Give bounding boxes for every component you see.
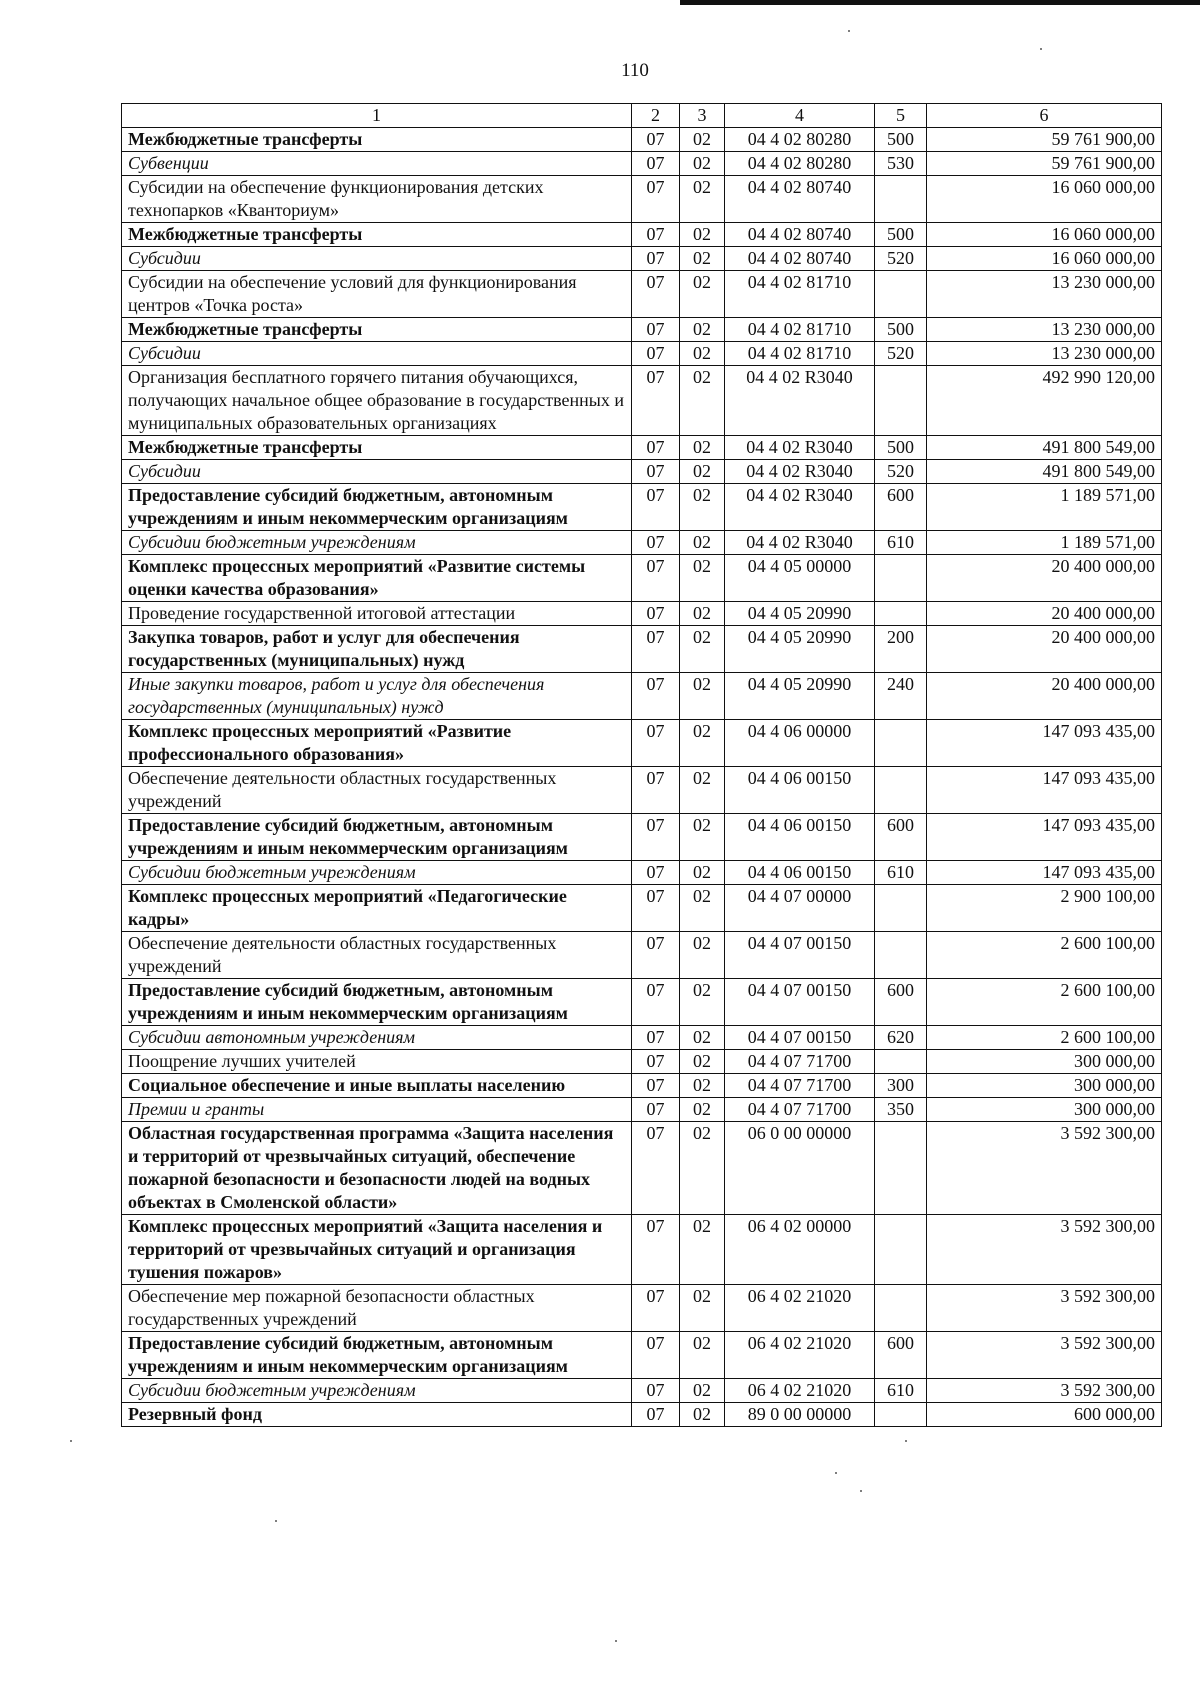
row-target-code-cell: 04 4 05 20990 xyxy=(725,673,875,720)
row-subsection-cell: 02 xyxy=(680,176,725,223)
row-name-cell: Предоставление субсидий бюджетным, автономным учреждениям и иным некоммерческим организациям xyxy=(122,484,632,531)
row-name-cell: Поощрение лучших учителей xyxy=(122,1050,632,1074)
row-section-cell: 07 xyxy=(632,814,680,861)
table-row xyxy=(122,1026,1162,1050)
row-expense-type-cell: 530 xyxy=(875,152,927,176)
row-target-code-cell: 04 4 02 80740 xyxy=(725,176,875,223)
row-target-code-cell: 04 4 07 71700 xyxy=(725,1074,875,1098)
row-expense-type-cell: 600 xyxy=(875,814,927,861)
row-amount-cell: 20 400 000,00 xyxy=(927,602,1162,626)
row-target-code-cell: 04 4 05 20990 xyxy=(725,602,875,626)
row-name-cell: Социальное обеспечение и иные выплаты населению xyxy=(122,1074,632,1098)
row-name-cell: Субсидии на обеспечение условий для функционирования центров «Точка роста» xyxy=(122,271,632,318)
row-section-cell: 07 xyxy=(632,436,680,460)
row-target-code-cell: 04 4 02 80740 xyxy=(725,247,875,271)
row-name-cell: Субсидии на обеспечение функционирования детских технопарков «Кванториум» xyxy=(122,176,632,223)
header-col-6: 6 xyxy=(927,104,1162,128)
row-name-cell: Межбюджетные трансферты xyxy=(122,436,632,460)
row-amount-cell: 20 400 000,00 xyxy=(927,673,1162,720)
row-section-cell: 07 xyxy=(632,1122,680,1215)
row-expense-type-cell xyxy=(875,1122,927,1215)
table-row xyxy=(122,1074,1162,1098)
row-section-cell: 07 xyxy=(632,1403,680,1427)
row-amount-cell: 600 000,00 xyxy=(927,1403,1162,1427)
row-section-cell: 07 xyxy=(632,318,680,342)
row-subsection-cell: 02 xyxy=(680,271,725,318)
scan-speck xyxy=(835,1472,837,1474)
table-row xyxy=(122,626,1162,673)
row-section-cell: 07 xyxy=(632,1074,680,1098)
row-expense-type-cell: 350 xyxy=(875,1098,927,1122)
scan-speck xyxy=(1040,48,1042,50)
table-row xyxy=(122,861,1162,885)
row-expense-type-cell xyxy=(875,1050,927,1074)
budget-table xyxy=(121,103,1162,1427)
row-amount-cell: 300 000,00 xyxy=(927,1074,1162,1098)
row-target-code-cell: 04 4 07 71700 xyxy=(725,1050,875,1074)
row-name-cell: Областная государственная программа «Защита населения и территорий от чрезвычайных ситуаций, обеспечение пожарной безопасности и безопасности людей на водных объектах в Смоленской области» xyxy=(122,1122,632,1215)
table-row xyxy=(122,932,1162,979)
row-expense-type-cell: 520 xyxy=(875,342,927,366)
row-amount-cell: 16 060 000,00 xyxy=(927,247,1162,271)
row-name-cell: Межбюджетные трансферты xyxy=(122,223,632,247)
row-subsection-cell: 02 xyxy=(680,885,725,932)
row-section-cell: 07 xyxy=(632,861,680,885)
row-amount-cell: 147 093 435,00 xyxy=(927,814,1162,861)
table-row xyxy=(122,271,1162,318)
row-name-cell: Межбюджетные трансферты xyxy=(122,318,632,342)
table-row xyxy=(122,176,1162,223)
row-name-cell: Премии и гранты xyxy=(122,1098,632,1122)
row-name-cell: Обеспечение деятельности областных государственных учреждений xyxy=(122,767,632,814)
row-subsection-cell: 02 xyxy=(680,1050,725,1074)
table-row xyxy=(122,484,1162,531)
table-row xyxy=(122,1332,1162,1379)
row-expense-type-cell xyxy=(875,555,927,602)
scan-speck xyxy=(905,1440,907,1442)
row-amount-cell: 13 230 000,00 xyxy=(927,318,1162,342)
row-subsection-cell: 02 xyxy=(680,342,725,366)
row-subsection-cell: 02 xyxy=(680,436,725,460)
row-expense-type-cell: 610 xyxy=(875,1379,927,1403)
row-section-cell: 07 xyxy=(632,720,680,767)
row-expense-type-cell xyxy=(875,1403,927,1427)
row-subsection-cell: 02 xyxy=(680,531,725,555)
row-subsection-cell: 02 xyxy=(680,128,725,152)
row-expense-type-cell: 520 xyxy=(875,247,927,271)
row-subsection-cell: 02 xyxy=(680,1026,725,1050)
row-target-code-cell: 04 4 07 00150 xyxy=(725,1026,875,1050)
header-col-2: 2 xyxy=(632,104,680,128)
row-name-cell: Субсидии xyxy=(122,460,632,484)
table-row xyxy=(122,318,1162,342)
row-amount-cell: 147 093 435,00 xyxy=(927,861,1162,885)
row-section-cell: 07 xyxy=(632,460,680,484)
row-subsection-cell: 02 xyxy=(680,1098,725,1122)
row-amount-cell: 3 592 300,00 xyxy=(927,1332,1162,1379)
row-subsection-cell: 02 xyxy=(680,1403,725,1427)
row-subsection-cell: 02 xyxy=(680,555,725,602)
row-name-cell: Межбюджетные трансферты xyxy=(122,128,632,152)
row-target-code-cell: 06 0 00 00000 xyxy=(725,1122,875,1215)
table-row xyxy=(122,673,1162,720)
row-name-cell: Обеспечение мер пожарной безопасности областных государственных учреждений xyxy=(122,1285,632,1332)
table-row xyxy=(122,342,1162,366)
row-subsection-cell: 02 xyxy=(680,460,725,484)
row-amount-cell: 16 060 000,00 xyxy=(927,223,1162,247)
row-name-cell: Комплекс процессных мероприятий «Развитие системы оценки качества образования» xyxy=(122,555,632,602)
row-section-cell: 07 xyxy=(632,555,680,602)
row-target-code-cell: 04 4 07 71700 xyxy=(725,1098,875,1122)
row-name-cell: Комплекс процессных мероприятий «Развитие профессионального образования» xyxy=(122,720,632,767)
table-row xyxy=(122,1050,1162,1074)
row-target-code-cell: 04 4 02 81710 xyxy=(725,342,875,366)
table-row xyxy=(122,1403,1162,1427)
row-expense-type-cell: 520 xyxy=(875,460,927,484)
row-section-cell: 07 xyxy=(632,531,680,555)
row-target-code-cell: 04 4 02 R3040 xyxy=(725,460,875,484)
row-amount-cell: 147 093 435,00 xyxy=(927,720,1162,767)
row-section-cell: 07 xyxy=(632,128,680,152)
table-row xyxy=(122,531,1162,555)
row-amount-cell: 492 990 120,00 xyxy=(927,366,1162,436)
row-subsection-cell: 02 xyxy=(680,247,725,271)
row-amount-cell: 59 761 900,00 xyxy=(927,152,1162,176)
row-section-cell: 07 xyxy=(632,885,680,932)
row-amount-cell: 2 900 100,00 xyxy=(927,885,1162,932)
row-name-cell: Предоставление субсидий бюджетным, автономным учреждениям и иным некоммерческим организациям xyxy=(122,979,632,1026)
row-expense-type-cell xyxy=(875,176,927,223)
scan-speck xyxy=(615,1640,617,1642)
row-amount-cell: 16 060 000,00 xyxy=(927,176,1162,223)
row-subsection-cell: 02 xyxy=(680,366,725,436)
row-name-cell: Субсидии xyxy=(122,247,632,271)
row-section-cell: 07 xyxy=(632,366,680,436)
row-subsection-cell: 02 xyxy=(680,814,725,861)
scan-speck xyxy=(860,1490,862,1492)
table-row xyxy=(122,979,1162,1026)
row-subsection-cell: 02 xyxy=(680,152,725,176)
row-amount-cell: 3 592 300,00 xyxy=(927,1215,1162,1285)
top-edge-rule xyxy=(680,0,1200,5)
row-subsection-cell: 02 xyxy=(680,673,725,720)
row-subsection-cell: 02 xyxy=(680,1285,725,1332)
row-section-cell: 07 xyxy=(632,1379,680,1403)
row-name-cell: Проведение государственной итоговой аттестации xyxy=(122,602,632,626)
table-row xyxy=(122,1122,1162,1215)
row-expense-type-cell: 500 xyxy=(875,223,927,247)
row-target-code-cell: 04 4 07 00150 xyxy=(725,932,875,979)
row-expense-type-cell xyxy=(875,767,927,814)
row-subsection-cell: 02 xyxy=(680,223,725,247)
row-name-cell: Субсидии бюджетным учреждениям xyxy=(122,861,632,885)
table-row xyxy=(122,366,1162,436)
table-row xyxy=(122,720,1162,767)
row-target-code-cell: 04 4 06 00150 xyxy=(725,861,875,885)
row-amount-cell: 3 592 300,00 xyxy=(927,1379,1162,1403)
row-name-cell: Иные закупки товаров, работ и услуг для обеспечения государственных (муниципальных) нужд xyxy=(122,673,632,720)
header-col-1: 1 xyxy=(122,104,632,128)
table-row xyxy=(122,602,1162,626)
row-target-code-cell: 04 4 02 R3040 xyxy=(725,531,875,555)
row-amount-cell: 59 761 900,00 xyxy=(927,128,1162,152)
row-subsection-cell: 02 xyxy=(680,932,725,979)
row-expense-type-cell: 500 xyxy=(875,318,927,342)
table-row xyxy=(122,223,1162,247)
row-subsection-cell: 02 xyxy=(680,484,725,531)
row-name-cell: Комплекс процессных мероприятий «Защита населения и территорий от чрезвычайных ситуаций и организация тушения пожаров» xyxy=(122,1215,632,1285)
row-section-cell: 07 xyxy=(632,1285,680,1332)
row-amount-cell: 13 230 000,00 xyxy=(927,342,1162,366)
row-target-code-cell: 06 4 02 21020 xyxy=(725,1332,875,1379)
row-subsection-cell: 02 xyxy=(680,318,725,342)
row-amount-cell: 300 000,00 xyxy=(927,1098,1162,1122)
row-name-cell: Закупка товаров, работ и услуг для обеспечения государственных (муниципальных) нужд xyxy=(122,626,632,673)
row-target-code-cell: 04 4 07 00000 xyxy=(725,885,875,932)
row-expense-type-cell: 500 xyxy=(875,436,927,460)
row-expense-type-cell xyxy=(875,1215,927,1285)
row-expense-type-cell xyxy=(875,602,927,626)
row-expense-type-cell: 600 xyxy=(875,484,927,531)
row-name-cell: Субсидии бюджетным учреждениям xyxy=(122,1379,632,1403)
row-expense-type-cell: 200 xyxy=(875,626,927,673)
row-section-cell: 07 xyxy=(632,484,680,531)
row-expense-type-cell xyxy=(875,1285,927,1332)
row-subsection-cell: 02 xyxy=(680,1122,725,1215)
table-row xyxy=(122,436,1162,460)
row-amount-cell: 491 800 549,00 xyxy=(927,436,1162,460)
row-subsection-cell: 02 xyxy=(680,979,725,1026)
row-amount-cell: 13 230 000,00 xyxy=(927,271,1162,318)
row-name-cell: Субсидии автономным учреждениям xyxy=(122,1026,632,1050)
row-section-cell: 07 xyxy=(632,932,680,979)
row-subsection-cell: 02 xyxy=(680,1379,725,1403)
row-section-cell: 07 xyxy=(632,767,680,814)
row-amount-cell: 1 189 571,00 xyxy=(927,484,1162,531)
row-section-cell: 07 xyxy=(632,271,680,318)
row-section-cell: 07 xyxy=(632,626,680,673)
row-section-cell: 07 xyxy=(632,1026,680,1050)
table-row xyxy=(122,767,1162,814)
row-expense-type-cell: 600 xyxy=(875,1332,927,1379)
row-expense-type-cell xyxy=(875,271,927,318)
row-amount-cell: 147 093 435,00 xyxy=(927,767,1162,814)
row-subsection-cell: 02 xyxy=(680,1332,725,1379)
row-target-code-cell: 04 4 02 R3040 xyxy=(725,436,875,460)
scan-speck xyxy=(848,30,850,32)
table-row xyxy=(122,555,1162,602)
row-amount-cell: 491 800 549,00 xyxy=(927,460,1162,484)
row-subsection-cell: 02 xyxy=(680,1074,725,1098)
row-target-code-cell: 04 4 02 80280 xyxy=(725,128,875,152)
row-target-code-cell: 04 4 06 00150 xyxy=(725,767,875,814)
header-col-3: 3 xyxy=(680,104,725,128)
row-section-cell: 07 xyxy=(632,223,680,247)
row-subsection-cell: 02 xyxy=(680,720,725,767)
row-section-cell: 07 xyxy=(632,1332,680,1379)
row-section-cell: 07 xyxy=(632,247,680,271)
row-name-cell: Предоставление субсидий бюджетным, автономным учреждениям и иным некоммерческим организациям xyxy=(122,1332,632,1379)
table-row xyxy=(122,814,1162,861)
row-name-cell: Организация бесплатного горячего питания обучающихся, получающих начальное общее образование в государственных и муниципальных образовательных организациях xyxy=(122,366,632,436)
row-target-code-cell: 04 4 06 00150 xyxy=(725,814,875,861)
scan-speck xyxy=(275,1520,277,1522)
scan-speck xyxy=(70,1440,72,1442)
table-row xyxy=(122,1098,1162,1122)
row-target-code-cell: 04 4 05 20990 xyxy=(725,626,875,673)
row-section-cell: 07 xyxy=(632,602,680,626)
row-target-code-cell: 04 4 06 00000 xyxy=(725,720,875,767)
row-subsection-cell: 02 xyxy=(680,1215,725,1285)
row-section-cell: 07 xyxy=(632,1050,680,1074)
row-name-cell: Обеспечение деятельности областных государственных учреждений xyxy=(122,932,632,979)
row-target-code-cell: 04 4 02 R3040 xyxy=(725,366,875,436)
header-row xyxy=(122,104,1162,128)
row-expense-type-cell: 240 xyxy=(875,673,927,720)
row-section-cell: 07 xyxy=(632,176,680,223)
table-row xyxy=(122,1379,1162,1403)
row-target-code-cell: 04 4 02 80740 xyxy=(725,223,875,247)
row-section-cell: 07 xyxy=(632,979,680,1026)
row-name-cell: Резервный фонд xyxy=(122,1403,632,1427)
table-row xyxy=(122,152,1162,176)
row-expense-type-cell: 300 xyxy=(875,1074,927,1098)
row-section-cell: 07 xyxy=(632,673,680,720)
table-row xyxy=(122,1215,1162,1285)
row-target-code-cell: 04 4 02 R3040 xyxy=(725,484,875,531)
header-col-5: 5 xyxy=(875,104,927,128)
row-amount-cell: 2 600 100,00 xyxy=(927,979,1162,1026)
row-amount-cell: 2 600 100,00 xyxy=(927,1026,1162,1050)
row-target-code-cell: 04 4 07 00150 xyxy=(725,979,875,1026)
row-target-code-cell: 06 4 02 00000 xyxy=(725,1215,875,1285)
row-target-code-cell: 04 4 02 81710 xyxy=(725,318,875,342)
row-amount-cell: 20 400 000,00 xyxy=(927,555,1162,602)
row-subsection-cell: 02 xyxy=(680,626,725,673)
row-expense-type-cell: 500 xyxy=(875,128,927,152)
row-subsection-cell: 02 xyxy=(680,602,725,626)
row-target-code-cell: 06 4 02 21020 xyxy=(725,1379,875,1403)
row-section-cell: 07 xyxy=(632,342,680,366)
row-name-cell: Субсидии бюджетным учреждениям xyxy=(122,531,632,555)
row-expense-type-cell xyxy=(875,720,927,767)
row-section-cell: 07 xyxy=(632,1215,680,1285)
row-expense-type-cell xyxy=(875,366,927,436)
row-target-code-cell: 04 4 05 00000 xyxy=(725,555,875,602)
row-name-cell: Субвенции xyxy=(122,152,632,176)
row-expense-type-cell: 610 xyxy=(875,861,927,885)
row-expense-type-cell: 610 xyxy=(875,531,927,555)
table-row xyxy=(122,885,1162,932)
row-subsection-cell: 02 xyxy=(680,861,725,885)
table-row xyxy=(122,460,1162,484)
row-section-cell: 07 xyxy=(632,152,680,176)
row-name-cell: Предоставление субсидий бюджетным, автономным учреждениям и иным некоммерческим организациям xyxy=(122,814,632,861)
row-target-code-cell: 04 4 02 81710 xyxy=(725,271,875,318)
row-amount-cell: 300 000,00 xyxy=(927,1050,1162,1074)
row-subsection-cell: 02 xyxy=(680,767,725,814)
row-target-code-cell: 06 4 02 21020 xyxy=(725,1285,875,1332)
row-name-cell: Комплекс процессных мероприятий «Педагогические кадры» xyxy=(122,885,632,932)
page-number: 110 xyxy=(621,60,649,81)
row-name-cell: Субсидии xyxy=(122,342,632,366)
row-amount-cell: 3 592 300,00 xyxy=(927,1285,1162,1332)
row-expense-type-cell: 620 xyxy=(875,1026,927,1050)
row-target-code-cell: 04 4 02 80280 xyxy=(725,152,875,176)
header-col-4: 4 xyxy=(725,104,875,128)
table-row xyxy=(122,128,1162,152)
table-row xyxy=(122,247,1162,271)
row-section-cell: 07 xyxy=(632,1098,680,1122)
row-amount-cell: 2 600 100,00 xyxy=(927,932,1162,979)
row-amount-cell: 3 592 300,00 xyxy=(927,1122,1162,1215)
row-amount-cell: 20 400 000,00 xyxy=(927,626,1162,673)
row-amount-cell: 1 189 571,00 xyxy=(927,531,1162,555)
row-expense-type-cell: 600 xyxy=(875,979,927,1026)
row-target-code-cell: 89 0 00 00000 xyxy=(725,1403,875,1427)
row-expense-type-cell xyxy=(875,885,927,932)
row-expense-type-cell xyxy=(875,932,927,979)
table-row xyxy=(122,1285,1162,1332)
